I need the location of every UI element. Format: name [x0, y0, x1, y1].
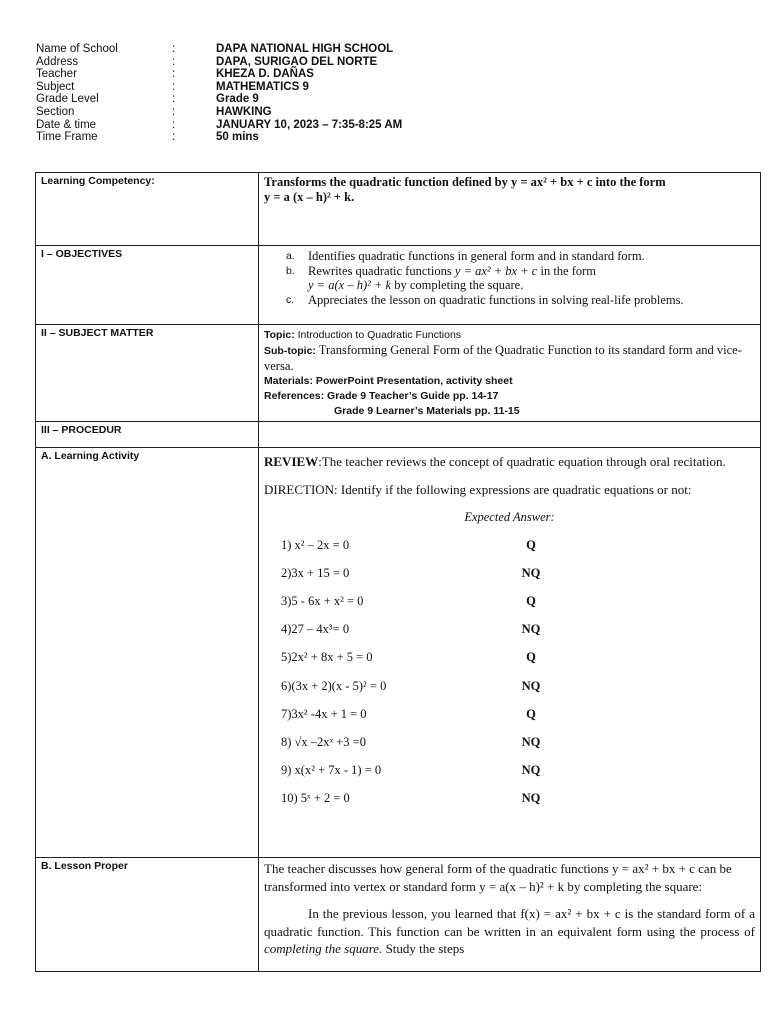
header-value: KHEZA D. DAÑAS [216, 68, 314, 81]
header-row-subject [36, 81, 736, 94]
direction-paragraph: DIRECTION: Identify if the following expressions are quadratic equations or not: [264, 482, 692, 497]
learning-activity-content [259, 448, 761, 858]
header-colon: : [172, 43, 176, 55]
row-objectives [36, 246, 761, 325]
topic-label: Topic: [264, 329, 295, 341]
lesson-header [36, 43, 736, 144]
header-value: Grade 9 [216, 93, 259, 106]
expected-answer-heading: Expected Answer: [464, 510, 555, 524]
objective-text-pre: Rewrites quadratic functions [308, 263, 455, 278]
header-label: Subject [36, 80, 75, 93]
competency-line2: y = a (x – h)² + k. [264, 190, 355, 204]
competency-line1: Transforms the quadratic function defined by y = ax² + bx + c into the form [264, 175, 666, 189]
references-line: References: Grade 9 Teacher’s Guide pp. 14-17 [264, 390, 499, 402]
review-paragraph [264, 453, 755, 470]
quiz-expression: 4)27 – 4x³= 0 [281, 622, 350, 637]
quiz-item [264, 757, 755, 785]
subtopic-line [264, 343, 755, 374]
header-row-grade [36, 93, 736, 106]
lesson-proper-label: B. Lesson Proper [36, 858, 259, 972]
objective-math-standard: y = a(x – h)² + k [308, 278, 392, 292]
header-colon: : [172, 131, 176, 144]
header-colon: : [172, 118, 176, 131]
header-label: Address [36, 55, 79, 68]
header-row-datetime [36, 119, 736, 132]
review-text: :The teacher reviews the concept of quadratic equation through oral recitation. [318, 454, 726, 469]
header-colon: : [172, 68, 176, 81]
quiz-answer: Q [526, 650, 536, 665]
quiz-item [264, 672, 755, 700]
header-value: JANUARY 10, 2023 – 7:35-8:25 AM [216, 118, 403, 131]
row-learning-activity [36, 448, 761, 858]
header-label: Date & time [36, 118, 97, 131]
header-label: Section [36, 105, 75, 118]
header-value: 50 mins [216, 131, 259, 144]
objective-item [286, 249, 755, 264]
header-row-timeframe [36, 131, 736, 144]
quiz-expression: 6)(3x + 2)(x - 5)² = 0 [281, 678, 387, 693]
row-lesson-proper [36, 858, 761, 972]
header-row-teacher [36, 68, 736, 81]
header-label: Name of School [36, 43, 118, 55]
lesson-paragraph-2-emphasis: completing the square. [264, 941, 383, 956]
header-colon: : [172, 93, 176, 106]
quiz-expression: 1) x² – 2x = 0 [281, 537, 350, 552]
quiz-answer: Q [526, 706, 536, 721]
quiz-answer: NQ [521, 565, 541, 580]
quiz-item [264, 587, 755, 615]
subtopic-label: Sub-topic: [264, 345, 316, 357]
topic-line [264, 327, 755, 343]
quiz-answer: Q [526, 593, 536, 608]
quiz-expression: 8) √x –2xˣ +3 =0 [281, 734, 366, 749]
quiz-answer: NQ [521, 763, 541, 778]
header-colon: : [172, 80, 176, 93]
quiz-item [264, 785, 755, 813]
review-label: REVIEW [264, 454, 319, 469]
header-colon: : [172, 105, 176, 118]
quiz-items [264, 531, 755, 813]
objective-letter: b. [286, 264, 295, 277]
row-subject-matter [36, 325, 761, 422]
lesson-paragraph-2-post: Study the steps [382, 941, 465, 956]
objective-text-mid: in the form [537, 263, 597, 278]
lesson-proper-content [259, 858, 761, 972]
competency-text [259, 173, 761, 246]
row-competency [36, 173, 761, 246]
procedure-empty [259, 422, 761, 448]
objective-text-post: by completing the square. [391, 278, 524, 292]
quiz-expression: 2)3x + 15 = 0 [281, 565, 350, 580]
references-line-2: Grade 9 Learner’s Materials pp. 11-15 [334, 405, 520, 417]
objective-item [286, 292, 755, 308]
materials-line: Materials: PowerPoint Presentation, activity sheet [264, 375, 513, 387]
competency-label: Learning Competency: [36, 173, 259, 246]
header-row-section [36, 106, 736, 119]
objective-letter: c. [286, 293, 295, 306]
objective-math-general: y = ax² + bx + c [454, 263, 538, 278]
topic-text: Introduction to Quadratic Functions [294, 329, 462, 341]
quiz-answer: NQ [521, 622, 541, 637]
header-value: MATHEMATICS 9 [216, 80, 309, 93]
quiz-expression: 9) x(x² + 7x - 1) = 0 [281, 763, 382, 778]
header-value: DAPA, SURIGAO DEL NORTE [216, 55, 378, 68]
header-value: HAWKING [216, 105, 272, 118]
procedure-label: III – PROCEDUR [36, 422, 259, 448]
quiz-item [264, 644, 755, 672]
objective-letter: a. [286, 250, 295, 262]
objective-text: Appreciates the lesson on quadratic functions in solving real-life problems. [308, 292, 684, 307]
quiz-answer: NQ [521, 734, 541, 749]
quiz-answer: NQ [521, 791, 541, 806]
quiz-expression: 3)5 - 6x + x² = 0 [281, 593, 364, 608]
header-row-address [36, 56, 736, 69]
quiz-expression: 7)3x² -4x + 1 = 0 [281, 706, 367, 721]
objective-item [286, 263, 755, 293]
header-colon: : [172, 55, 176, 68]
lesson-paragraph-1: The teacher discusses how general form of the quadratic functions y = ax² + bx + c can be transformed into vertex or standard form y = a(x – h)² + k by completing the square: [264, 861, 732, 894]
quiz-answer: Q [526, 537, 536, 552]
quiz-item [264, 616, 755, 644]
objective-text: Identifies quadratic functions in general form and in standard form. [308, 249, 645, 263]
lesson-paragraph-2 [264, 905, 755, 958]
quiz-item [264, 531, 755, 559]
subject-matter-content [259, 325, 761, 422]
quiz-expression: 10) 5ˣ + 2 = 0 [281, 791, 350, 806]
quiz-item [264, 559, 755, 587]
header-row-school [36, 43, 736, 56]
objectives-content [259, 246, 761, 325]
quiz-item [264, 728, 755, 756]
lesson-plan-table [35, 172, 761, 972]
subtopic-text: Transforming General Form of the Quadratic Function to its standard form and vice-versa. [264, 343, 742, 373]
header-label: Grade Level [36, 93, 99, 106]
lesson-paragraph-2-pre: In the previous lesson, you learned that f(x) = ax² + bx + c is the standard form of a quadratic function. This function can be written in an equivalent form using the process of [264, 906, 755, 939]
header-label: Teacher [36, 68, 77, 81]
quiz-answer: NQ [521, 678, 541, 693]
subject-matter-label: II – SUBJECT MATTER [36, 325, 259, 422]
learning-activity-label: A. Learning Activity [36, 448, 259, 858]
quiz-expression: 5)2x² + 8x + 5 = 0 [281, 650, 373, 665]
quiz-item [264, 700, 755, 728]
objectives-list [264, 249, 755, 307]
objectives-label: I – OBJECTIVES [36, 246, 259, 325]
header-value: DAPA NATIONAL HIGH SCHOOL [216, 43, 394, 55]
row-procedure [36, 422, 761, 448]
header-label: Time Frame [36, 131, 98, 144]
